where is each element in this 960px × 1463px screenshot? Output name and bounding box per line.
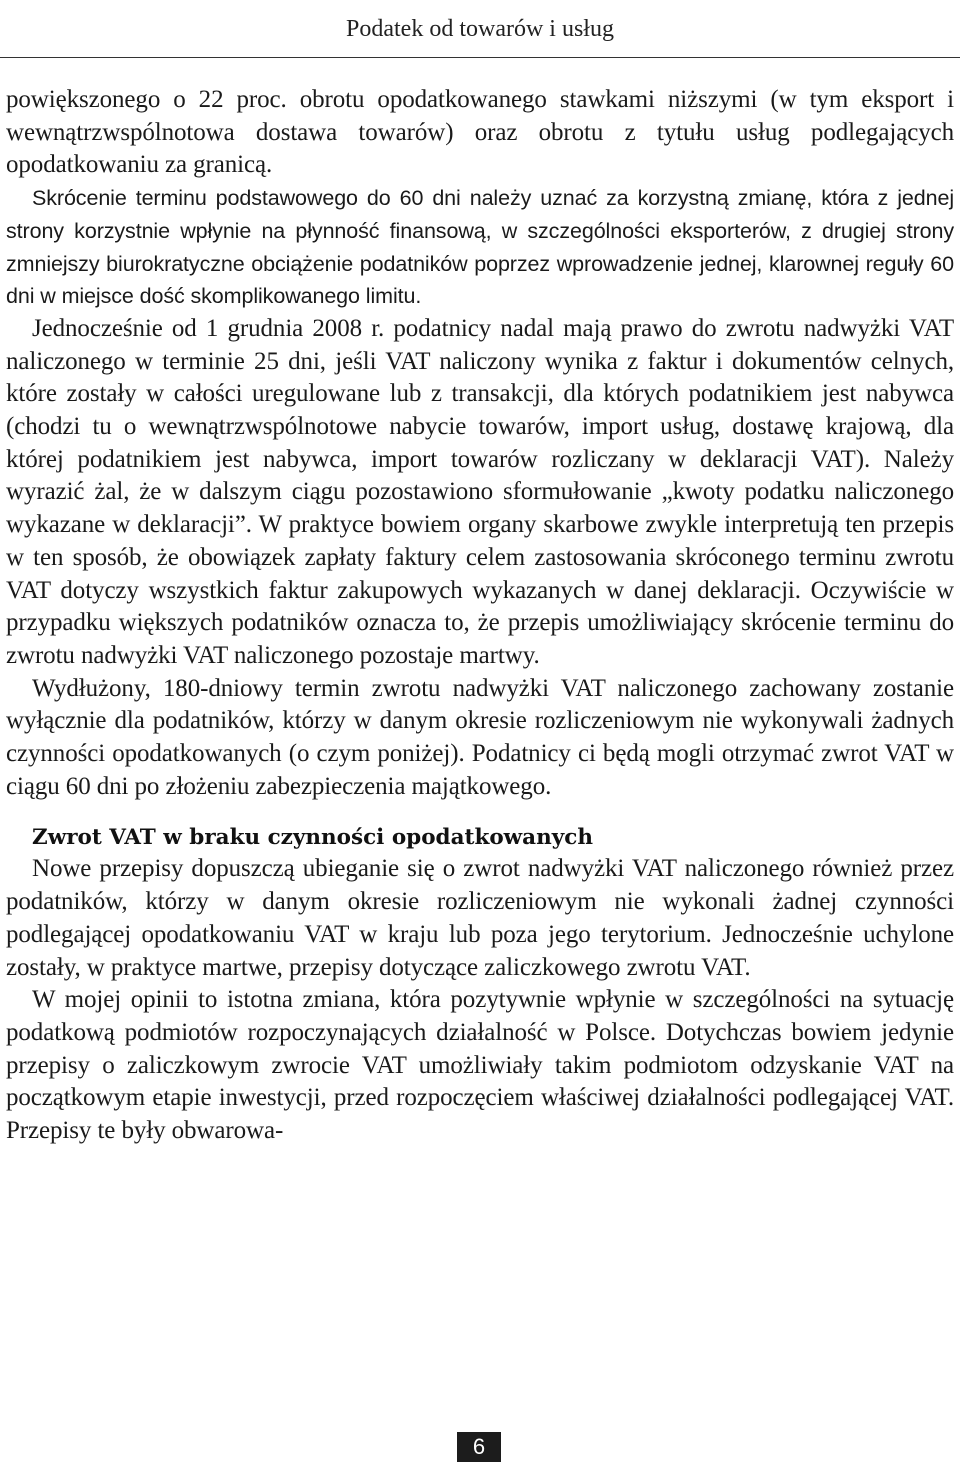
section-heading: Zwrot VAT w braku czynności opodatkowanych [32, 825, 593, 851]
paragraph-new-provisions: Nowe przepisy dopuszczą ubieganie się o zwrot nadwyżki VAT naliczonego również przez podatników, którzy w danym okresie rozliczeniowym nie wykonali żadnej czynności podlegającej opodatkowaniu VAT w kraju lub poza jego terytorium. Jednocześnie uchylone zostały, w praktyce martwe, przepisy dotyczące zaliczkowego zwrotu VAT. [6, 855, 954, 981]
paragraph-180-day-term: Wydłużony, 180-dniowy termin zwrotu nadwyżki VAT naliczonego zachowany zostanie wyłącznie dla podatników, którzy w danym okresie rozliczeniowym nie wykonywali żadnych czynności opodatkowanych (o czym poniżej). Podatnicy ci będą mogli otrzymać zwrot VAT w ciągu 60 dni po złożeniu zabezpieczenia majątkowego. [6, 674, 954, 800]
running-header: Podatek od towarów i usług [346, 16, 614, 42]
header-rule [0, 57, 960, 58]
paragraph-author-opinion: W mojej opinii to istotna zmiana, która pozytywnie wpłynie w szczególności na sytuację podatkową podmiotów rozpoczynających działalność w Polsce. Dotychczas bowiem jedynie przepisy o zaliczkowym zwrocie VAT umożliwiały takim podmiotom odzyskanie VAT na początkowym etapie inwestycji, przed rozpoczęciem właściwej działalności podlegającej VAT. Przepisy te były obwarowa- [6, 986, 954, 1145]
page-body [6, 84, 954, 1148]
paragraph-25-day-refund: Jednocześnie od 1 grudnia 2008 r. podatnicy nadal mają prawo do zwrotu nadwyżki VAT naliczonego w terminie 25 dni, jeśli VAT naliczony wynika z faktur i dokumentów celnych, które zostały w całości uregulowane lub z transakcji, dla których podatnikiem jest nabywca (chodzi tu o wewnątrzwspólnotowe nabycie towarów, import usług, dostawę krajową, dla której podatnikiem jest nabywca, import towarów rozliczany w deklaracji VAT). Należy wyrazić żal, że w dalszym ciągu pozostawiono sformułowanie „kwoty podatku naliczonego wykazane w deklaracji”. W praktyce bowiem organy skarbowe zwykle interpretują ten przepis w ten sposób, że obowiązek zapłaty faktury celem zastosowania skróconego terminu zwrotu VAT dotyczy wszystkich faktur zakupowych wykazanych w danej deklaracji. Oczywiście w przypadku większych podatników oznacza to, że przepis umożliwiający skrócenie terminu do zwrotu nadwyżki VAT naliczonego pozostaje martwy. [6, 314, 954, 669]
paragraph-continuation: powiększonego o 22 proc. obrotu opodatkowanego stawkami niższymi (w tym eksport i wewnątrzwspólnotowa dostawa towarów) oraz obrotu z tytułu usług podlegających opodatkowaniu za granicą. [6, 86, 954, 179]
page-number: 6 [457, 1432, 501, 1462]
paragraph-shortened-term: Skrócenie terminu podstawowego do 60 dni należy uznać za korzystną zmianę, która z jednej strony korzystnie wpłynie na płynność finansową, w szczególności eksporterów, z drugiej strony zmniejszy biurokratyczne obciążenie podatników poprzez wprowadzenie jednej, klarownej reguły 60 dni w miejsce dość skomplikowanego limitu. [6, 186, 954, 309]
